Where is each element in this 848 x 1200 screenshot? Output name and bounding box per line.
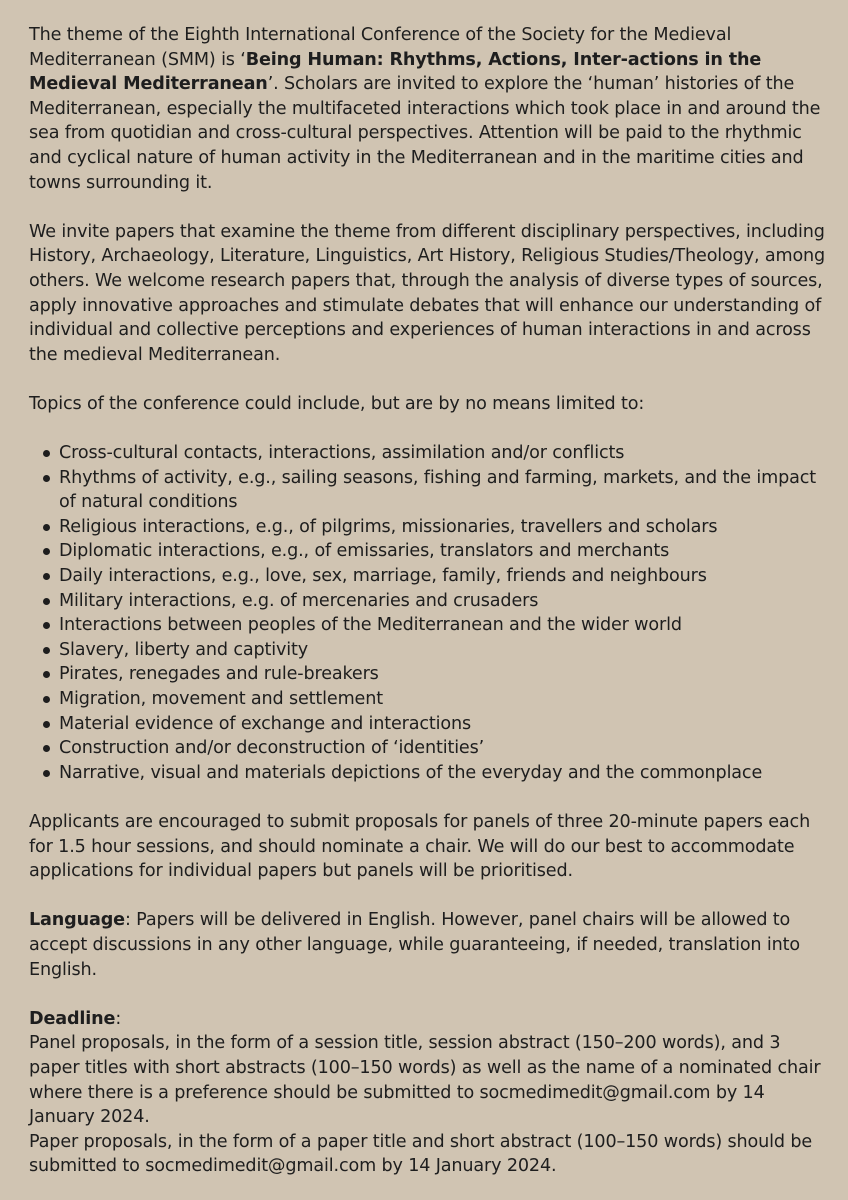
topic-item: Material evidence of exchange and interactions	[59, 712, 829, 737]
topic-item: Daily interactions, e.g., love, sex, marriage, family, friends and neighbours	[59, 564, 829, 589]
topic-item: Military interactions, e.g. of mercenaries and crusaders	[59, 589, 829, 614]
topic-item: Rhythms of activity, e.g., sailing seasons, fishing and farming, markets, and the impact of natural conditions	[59, 466, 829, 515]
topic-item: Slavery, liberty and captivity	[59, 638, 829, 663]
panel-deadline-paragraph: Panel proposals, in the form of a session title, session abstract (150–200 words), and 3 paper titles with short abstracts (100–150 words) as well as the name of a nominated chair where there is a preference should be submitted to socmedimedit@gmail.com by 14 January 2024.	[29, 1033, 821, 1128]
topic-item: Pirates, renegades and rule-breakers	[59, 662, 829, 687]
topic-item: Narrative, visual and materials depictions of the everyday and the commonplace	[59, 761, 829, 786]
language-paragraph: Language: Papers will be delivered in English. However, panel chairs will be allowed to accept discussions in any other language, while guaranteeing, if needed, translation into English.	[29, 910, 800, 980]
topic-item: Cross-cultural contacts, interactions, assimilation and/or conflicts	[59, 441, 829, 466]
topic-item: Religious interactions, e.g., of pilgrims, missionaries, travellers and scholars	[59, 515, 829, 540]
topics-intro: Topics of the conference could include, but are by no means limited to:	[29, 393, 645, 414]
topic-item: Migration, movement and settlement	[59, 687, 829, 712]
topics-list	[29, 441, 829, 785]
language-label: Language	[29, 910, 125, 931]
invite-paragraph: We invite papers that examine the theme from different disciplinary perspectives, including History, Archaeology, Literature, Linguistics, Art History, Religious Studies/Theology, among others. We welcome research papers that, through the analysis of diverse types of sources, apply innovative approaches and stimulate debates that will enhance our understanding of individual and collective perceptions and experiences of human interactions in and across the medieval Mediterranean.	[29, 221, 826, 365]
conference-theme: Being Human: Rhythms, Actions, Inter-actions in the Medieval Mediterranean	[29, 49, 762, 95]
topic-item: Interactions between peoples of the Mediterranean and the wider world	[59, 613, 829, 638]
deadline-label: Deadline	[29, 1008, 116, 1029]
applicants-paragraph: Applicants are encouraged to submit proposals for panels of three 20-minute papers each for 1.5 hour sessions, and should nominate a chair. We will do our best to accommodate applications for individual papers but panels will be prioritised.	[29, 812, 811, 882]
topic-item: Diplomatic interactions, e.g., of emissaries, translators and merchants	[59, 539, 829, 564]
deadline-heading: Deadline:	[29, 1008, 122, 1029]
call-for-papers-document	[29, 23, 829, 1179]
intro-paragraph: The theme of the Eighth International Conference of the Society for the Medieval Mediterranean (SMM) is ‘Being Human: Rhythms, Actions, Inter-actions in the Medieval Mediterranean’. Scholars are invited to explore the ‘human’ histories of the Mediterranean, especially the multifaceted interactions which took place in and around the sea from quotidian and cross-cultural perspectives. Attention will be paid to the rhythmic and cyclical nature of human activity in the Mediterranean and in the maritime cities and towns surrounding it.	[29, 25, 821, 193]
paper-deadline-paragraph: Paper proposals, in the form of a paper title and short abstract (100–150 words) should be submitted to socmedimedit@gmail.com by 14 January 2024.	[29, 1131, 813, 1177]
topic-item: Construction and/or deconstruction of ‘identities’	[59, 736, 829, 761]
